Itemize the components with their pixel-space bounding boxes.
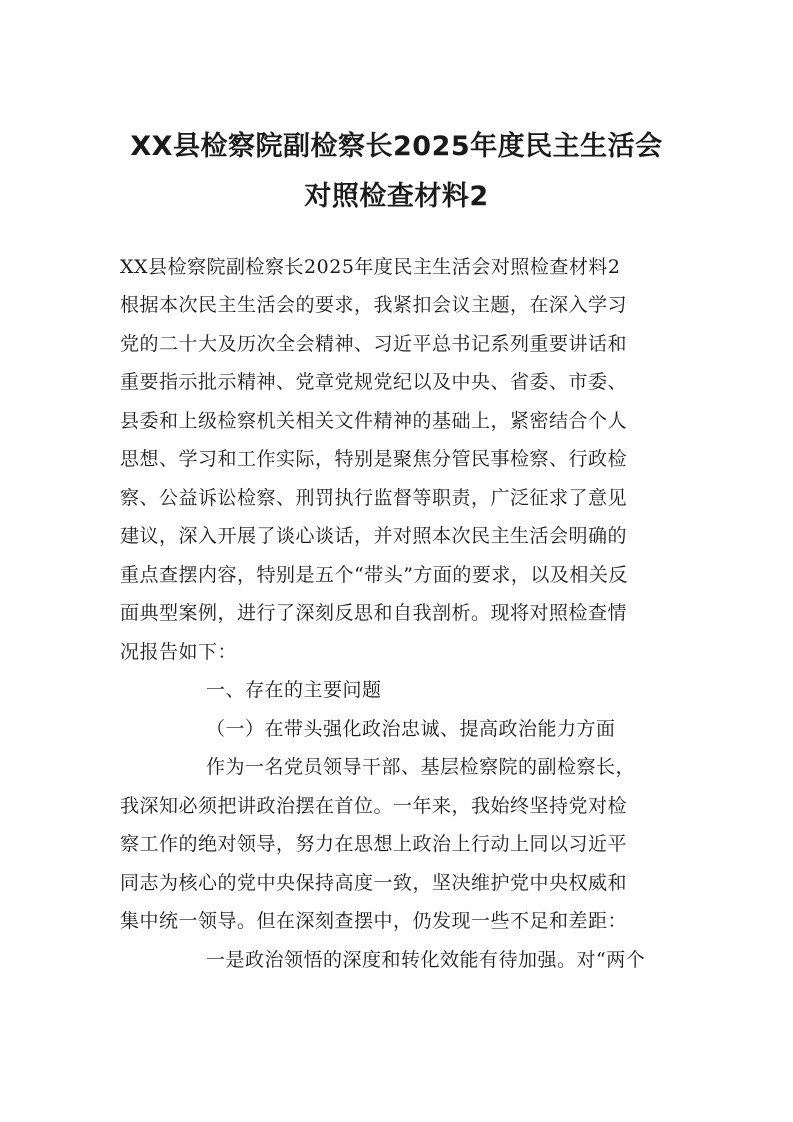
body-line: 我深知必须把讲政治摆在首位。一年来，我始终坚持党对检	[120, 795, 628, 817]
body-line: 面典型案例，进行了深刻反思和自我剖析。现将对照检查情	[120, 602, 628, 624]
body-line: 县委和上级检察机关相关文件精神的基础上，紧密结合个人	[120, 410, 628, 432]
body-line: 思想、学习和工作实际，特别是聚焦分管民事检察、行政检	[120, 448, 628, 470]
body-line: 况报告如下：	[120, 641, 238, 663]
body-line: 重点查摆内容，特别是五个“带头”方面的要求，以及相关反	[120, 564, 628, 586]
body-line: XX县检察院副检察长2025年度民主生活会对照检查材料2	[120, 256, 621, 278]
body-line: 同志为核心的党中央保持高度一致，坚决维护党中央权威和	[120, 872, 628, 894]
body-line: 察工作的绝对领导，努力在思想上政治上行动上同以习近平	[120, 833, 628, 855]
section-heading: 一、存在的主要问题	[206, 679, 382, 701]
body-line: 作为一名党员领导干部、基层检察院的副检察长，	[206, 756, 636, 778]
document-title-line-1: XX县检察院副检察长2025年度民主生活会	[130, 131, 663, 162]
body-line: 建议，深入开展了谈心谈话，并对照本次民主生活会明确的	[120, 525, 628, 547]
body-line: 重要指示批示精神、党章党规党纪以及中央、省委、市委、	[120, 371, 628, 393]
body-line: 集中统一领导。但在深刻查摆中，仍发现一些不足和差距：	[120, 910, 628, 932]
body-line: 察、公益诉讼检察、刑罚执行监督等职责，广泛征求了意见	[120, 487, 628, 509]
subsection-heading: （一）在带头强化政治忠诚、提高政治能力方面	[206, 718, 616, 740]
body-line: 根据本次民主生活会的要求，我紧扣会议主题，在深入学习	[120, 294, 628, 316]
body-line: 党的二十大及历次全会精神、习近平总书记系列重要讲话和	[120, 333, 628, 355]
body-line: 一是政治领悟的深度和转化效能有待加强。对“两个	[206, 949, 646, 971]
document-title-line-2: 对照检查材料2	[304, 181, 489, 212]
